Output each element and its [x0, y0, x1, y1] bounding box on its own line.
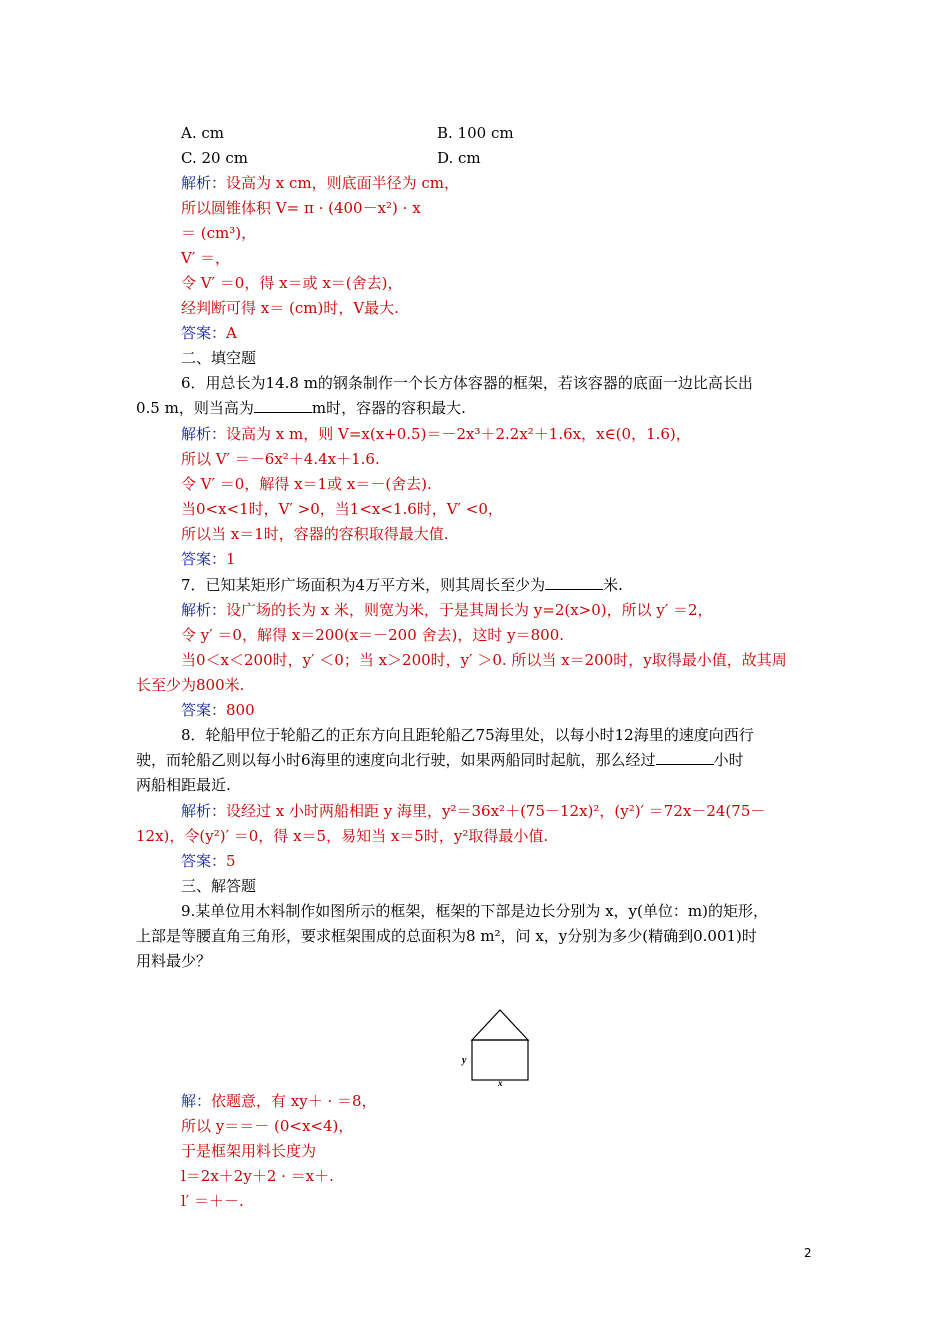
- q5-line-5: 经判断可得 x＝ (cm)时，V最大.: [181, 299, 399, 317]
- solution-label: 解：: [181, 1092, 212, 1110]
- solution-text: 依题意，有 xy＋ · ＝8，: [211, 1092, 377, 1110]
- q8-analysis: [181, 801, 765, 821]
- q8-stem-3: 两船相距最近.: [136, 776, 231, 794]
- answer-label: 答案：: [181, 701, 227, 719]
- q9-line-1: 所以 y＝＝－ (0<x<4)，: [181, 1117, 354, 1135]
- analysis-text: 设高为 x m，则 V=x(x+0.5)＝－2x³＋2.2x²＋1.6x，x∈(0，1.6)，: [226, 425, 691, 443]
- q9-line-4: l′ ＝＋－.: [181, 1192, 244, 1210]
- answer-label: 答案：: [181, 550, 227, 568]
- section-fill-blank: 二、填空题: [181, 349, 257, 367]
- option-b: B. 100 cm: [437, 124, 514, 142]
- q8-line-1: 12x)，令(y²)′ ＝0，得 x＝5，易知当 x＝5时，y²取得最小值.: [136, 827, 549, 845]
- answer-value: 5: [226, 852, 236, 870]
- q9-solution: [181, 1091, 377, 1111]
- q7-stem: 7．已知某矩形广场面积为4万平方米，则其周长至少为 米.: [181, 576, 623, 594]
- q9-stem-3: 用料最少？: [136, 952, 212, 970]
- answer-value: 800: [226, 701, 255, 719]
- label-x: x: [498, 1078, 503, 1088]
- q5-analysis: [181, 173, 459, 193]
- answer-label: 答案：: [181, 852, 227, 870]
- q7-line-3: 长至少为800米.: [136, 676, 245, 694]
- section-solution: 三、解答题: [181, 877, 257, 895]
- q9-stem-1: 9.某单位用木料制作如图所示的框架，框架的下部是边长分别为 x，y(单位：m)的矩形，: [181, 902, 768, 920]
- q9-stem-2: 上部是等腰直角三角形，要求框架围成的总面积为8 m²，问 x，y分别为多少(精确到0.001)时: [136, 927, 757, 945]
- q6-stem-2: 0.5 m，则当高为 m时，容器的容积最大.: [136, 399, 466, 417]
- triangle-top: [472, 1010, 528, 1040]
- page-number: 2: [804, 1246, 812, 1260]
- analysis-text: 设经过 x 小时两船相距 y 海里，y²＝36x²＋(75－12x)²，(y²)′ ＝72x－24(75－: [226, 802, 766, 820]
- frame-figure: [456, 1008, 546, 1088]
- q7-line-2: 当0＜x＜200时，y′ ＜0；当 x＞200时，y′ ＞0. 所以当 x＝200时，y取得最小值，故其周: [181, 651, 787, 669]
- q5-line-1: 所以圆锥体积 V= π · (400－x²) · x: [181, 199, 421, 217]
- q5-line-2: ＝ (cm³)，: [181, 224, 257, 242]
- q6-line-2: 令 V′ ＝0，解得 x＝1或 x＝－(舍去).: [181, 475, 432, 493]
- option-d: D. cm: [437, 149, 481, 167]
- q6-line-1: 所以 V′ ＝－6x²＋4.4x＋1.6.: [181, 450, 380, 468]
- q6-line-3: 当0<x<1时，V′ >0，当1<x<1.6时，V′ <0，: [181, 500, 503, 518]
- answer-label: 答案：: [181, 324, 227, 342]
- answer-value: A: [226, 324, 237, 342]
- q9-line-3: l＝2x＋2y＋2 · ＝x＋.: [181, 1167, 334, 1185]
- q7-answer: [181, 700, 255, 720]
- answer-blank: [254, 398, 312, 413]
- answer-blank: [656, 750, 714, 765]
- analysis-label: 解析：: [181, 425, 227, 443]
- q6-answer: [181, 549, 236, 569]
- q5-answer: [181, 323, 237, 343]
- q5-line-3: V′ ＝，: [181, 249, 231, 267]
- q8-answer: [181, 851, 236, 871]
- option-c: C. 20 cm: [181, 149, 248, 167]
- q9-line-2: 于是框架用料长度为: [181, 1142, 317, 1160]
- answer-blank: [545, 575, 603, 590]
- q7-analysis: [181, 600, 713, 620]
- q6-analysis: [181, 424, 691, 444]
- answer-value: 1: [226, 550, 236, 568]
- q8-stem-1: 8．轮船甲位于轮船乙的正东方向且距轮船乙75海里处，以每小时12海里的速度向西行: [181, 726, 754, 744]
- q7-line-1: 令 y′ ＝0，解得 x＝200(x＝－200 舍去)，这时 y＝800.: [181, 626, 565, 644]
- q5-line-4: 令 V′ ＝0，得 x＝或 x＝(舍去)，: [181, 274, 403, 292]
- q6-stem-1: 6．用总长为14.8 m的钢条制作一个长方体容器的框架，若该容器的底面一边比高长出: [181, 374, 753, 392]
- option-a: A. cm: [181, 124, 224, 142]
- analysis-label: 解析：: [181, 802, 227, 820]
- label-y: y: [462, 1055, 467, 1066]
- analysis-label: 解析：: [181, 174, 227, 192]
- q8-stem-2: 驶，而轮船乙则以每小时6海里的速度向北行驶，如果两船同时起航，那么经过 小时: [136, 751, 744, 769]
- analysis-text: 设广场的长为 x 米，则宽为米，于是其周长为 y=2(x>0)，所以 y′ ＝2，: [226, 601, 713, 619]
- rectangle-base: [472, 1040, 528, 1080]
- analysis-label: 解析：: [181, 601, 227, 619]
- analysis-text: 设高为 x cm，则底面半径为 cm，: [226, 174, 460, 192]
- q6-line-4: 所以当 x＝1时，容器的容积取得最大值.: [181, 525, 449, 543]
